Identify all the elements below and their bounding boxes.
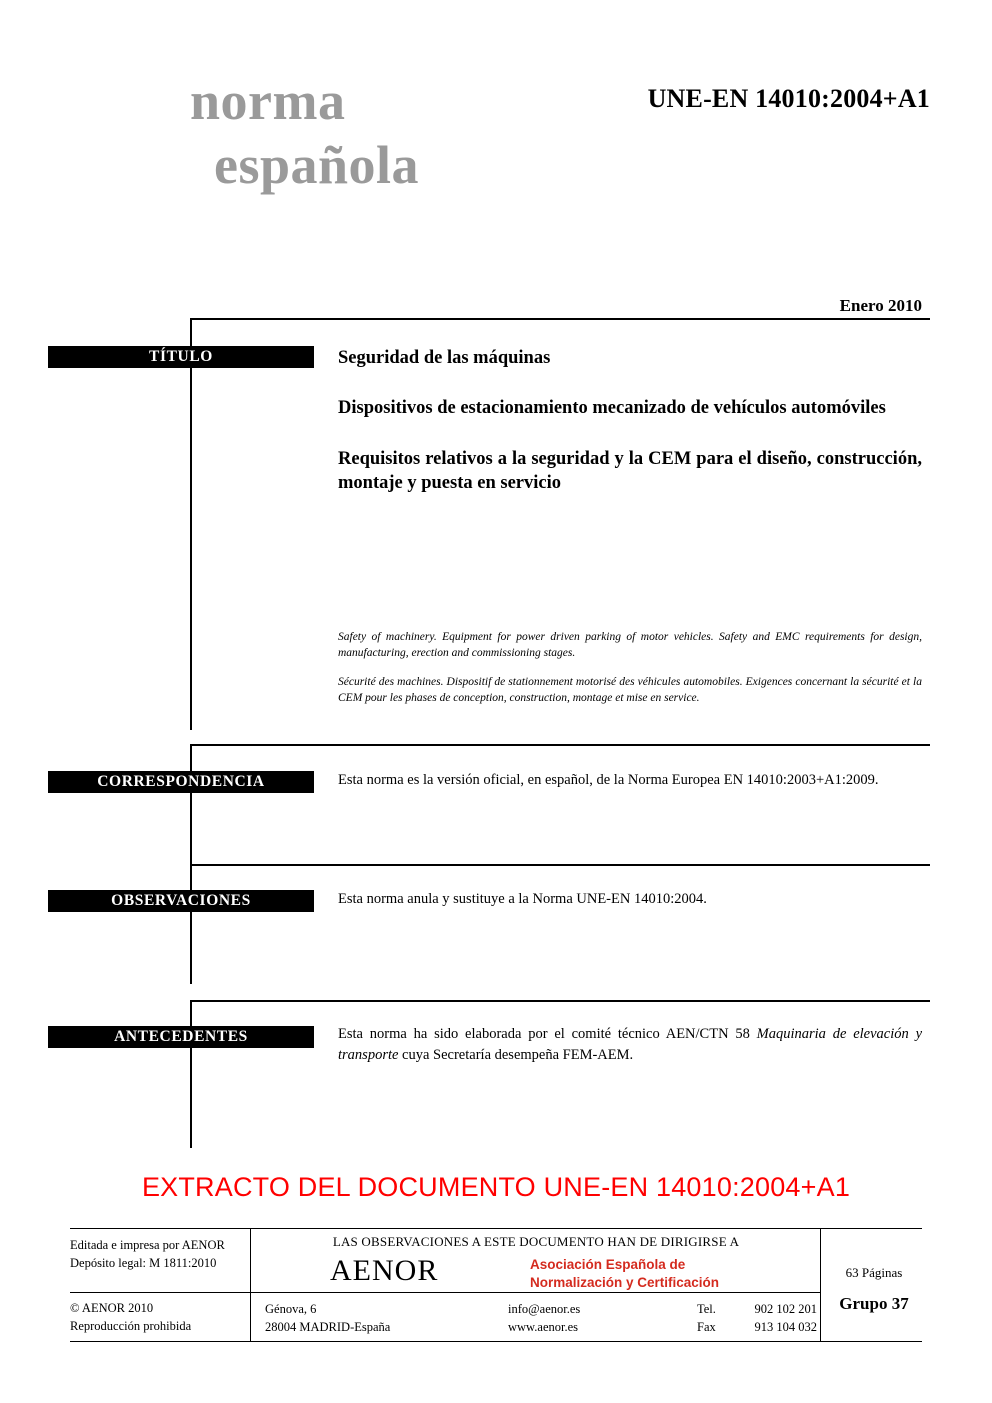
footer-rule-top [70,1228,922,1229]
standard-code: UNE-EN 14010:2004+A1 [647,84,930,113]
footer-fax-number: 913 104 032 [754,1320,817,1335]
rule-observations-top [190,864,930,866]
wordmark-line-1: norma [190,71,346,131]
section-tag-titulo: TÍTULO [48,346,314,368]
footer-editor-line2: Depósito legal: M 1811:2010 [70,1256,217,1271]
background-text-italic: Maquinaria de elevación y transporte [338,1026,923,1064]
footer-observations-notice: LAS OBSERVACIONES A ESTE DOCUMENTO HAN DE DIRIGIRSE A [332,1234,740,1249]
footer-phone-labels [697,1300,716,1336]
rule-background-top [190,1000,930,1002]
issue-date: Enero 2010 [839,296,922,315]
section-tag-correspondencia: CORRESPONDENCIA [48,771,314,793]
observations-text: Esta norma anula y sustituye a la Norma UNE-EN 14010:2004. [338,891,707,907]
masthead [190,70,930,197]
footer-editor-line1: Editada e impresa por AENOR [70,1238,225,1252]
title-line-2: Dispositivos de estacionamiento mecanizado de vehículos automóviles [338,398,886,419]
rule-title-top [190,318,930,320]
extract-banner: EXTRACTO DEL DOCUMENTO UNE-EN 14010:2004+A1 [141,1172,851,1202]
aenor-subtitle [530,1256,770,1291]
translation-french: Sécurité des machines. Dispositif de stationnement motorisé des véhicules automobiles. Exigences concernant la sécurité et la CEM pour les phases de conception, construction, montage et mise en service. [338,676,922,704]
background-text-part2: cuya Secretaría desempeña FEM-AEM. [398,1047,634,1064]
footer-website[interactable]: www.aenor.es [508,1320,579,1335]
aenor-subtitle-line2: Normalización y Certificación [530,1274,720,1290]
section-body-titulo [338,346,922,496]
footer-group: Grupo 37 [839,1294,909,1313]
spine-background [190,1000,192,1148]
footer-copyright-line1: © AENOR 2010 [70,1301,154,1315]
footer-editor [70,1236,250,1272]
section-translations [338,630,922,720]
footer-page-count: 63 Páginas [845,1265,903,1280]
footer-contact-web [508,1300,580,1336]
correspondence-text: Esta norma es la versión oficial, en español, de la Norma Europea EN 14010:2003+A1:2009. [338,772,879,788]
wordmark-line-2: española [214,134,420,195]
section-body-antecedentes [338,1024,922,1066]
section-tag-antecedentes: ANTECEDENTES [48,1026,314,1048]
footer-copyright [70,1299,250,1335]
footer-copyright-line2: Reproducción prohibida [70,1319,192,1334]
title-line-1: Seguridad de las máquinas [338,348,551,368]
footer-address-line2: 28004 MADRID-España [265,1320,391,1335]
translation-english: Safety of machinery. Equipment for power driven parking of motor vehicles. Safety and EMC requirements for design, manufacturing, erection and commissioning stages. [338,631,922,659]
footer-tel-number: 902 102 201 [754,1302,817,1316]
spine-correspondence [190,744,192,866]
footer-divider-right [820,1228,821,1341]
footer-address [265,1300,390,1336]
title-line-3: Requisitos relativos a la seguridad y la CEM para el diseño, construcción, montaje y puesta en servicio [338,448,922,494]
aenor-subtitle-line1: Asociación Española de [530,1257,686,1272]
footer-fax-label: Fax [697,1320,716,1335]
spine-observations [190,864,192,984]
background-text-part1: Esta norma ha sido elaborada por el comité técnico AEN/CTN 58 [338,1026,757,1042]
footer-divider-left [250,1228,251,1341]
footer-phone-numbers [735,1300,817,1336]
background-text [338,1024,922,1066]
footer-address-line1: Génova, 6 [265,1302,317,1316]
section-tag-observaciones: OBSERVACIONES [48,890,314,912]
footer-tel-label: Tel. [697,1302,716,1316]
rule-correspondence-top [190,744,930,746]
footer-email[interactable]: info@aenor.es [508,1302,581,1316]
section-body-observaciones [338,889,922,910]
footer-rule-mid [70,1292,820,1293]
aenor-logo-text: AENOR [330,1254,439,1287]
section-body-correspondencia [338,770,922,791]
footer-rule-bottom [70,1341,922,1342]
spine-title [190,318,192,730]
